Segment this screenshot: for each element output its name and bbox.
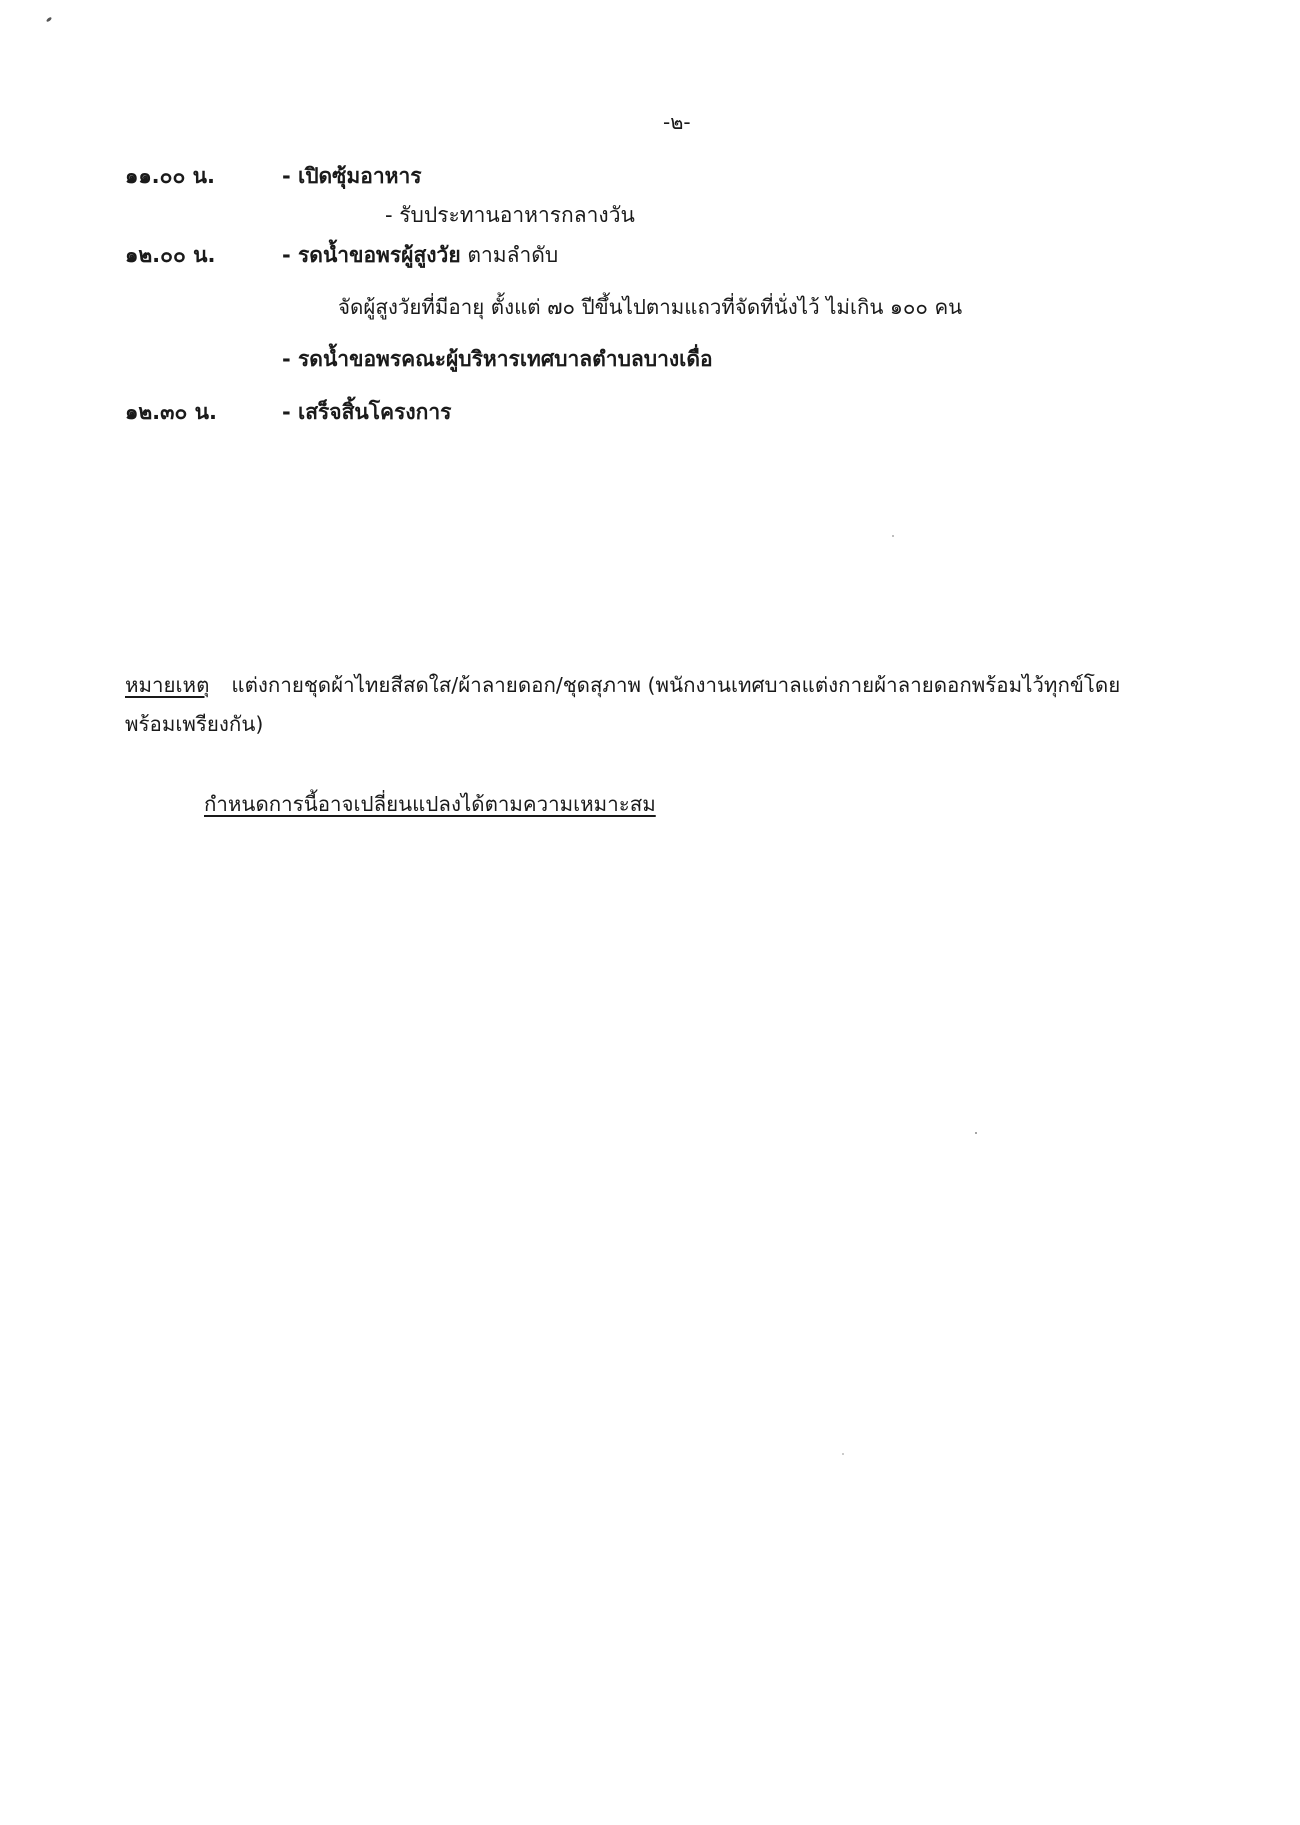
remark-label: หมายเหตุ <box>125 673 210 697</box>
page-number: -๒- <box>663 110 691 134</box>
schedule-detail-elders: จัดผู้สูงวัยที่มีอายุ ตั้งแต่ ๗๐ ปีขึ้นไปตามแถวที่จัดที่นั่งไว้ ไม่เกิน ๑๐๐ คน <box>338 295 963 319</box>
schedule-time-1230: ๑๒.๓๐ น. <box>125 400 217 424</box>
scan-speck <box>892 535 894 537</box>
scan-speck <box>842 1453 844 1455</box>
schedule-change-note: กำหนดการนี้อาจเปลี่ยนแปลงได้ตามความเหมาะสม <box>204 792 656 816</box>
schedule-item-elder-blessing-title: - รดน้ำขอพรผู้สูงวัย <box>282 243 461 267</box>
remark-line-2: พร้อมเพรียงกัน) <box>125 712 264 736</box>
remark-text-1: แต่งกายชุดผ้าไทยสีสดใส/ผ้าลายดอก/ชุดสุภาพ (พนักงานเทศบาลแต่งกายผ้าลายดอกพร้อมไว้ทุกข์โดย <box>231 673 1121 697</box>
schedule-item-elder-blessing <box>282 241 558 269</box>
schedule-item-open-food-booth: - เปิดซุ้มอาหาร <box>282 164 422 188</box>
remark-line-1 <box>125 671 1120 699</box>
schedule-time-1200: ๑๒.๐๐ น. <box>125 243 216 267</box>
schedule-sub-lunch: - รับประทานอาหารกลางวัน <box>385 203 635 227</box>
schedule-time-1100: ๑๑.๐๐ น. <box>125 164 215 188</box>
schedule-item-executive-blessing: - รดน้ำขอพรคณะผู้บริหารเทศบาลตำบลบางเดื่อ <box>282 347 713 371</box>
schedule-item-end-project: - เสร็จสิ้นโครงการ <box>282 400 452 424</box>
scan-speck <box>46 16 53 22</box>
scan-speck <box>975 1132 977 1134</box>
schedule-item-elder-blessing-suffix: ตามลำดับ <box>467 243 559 267</box>
